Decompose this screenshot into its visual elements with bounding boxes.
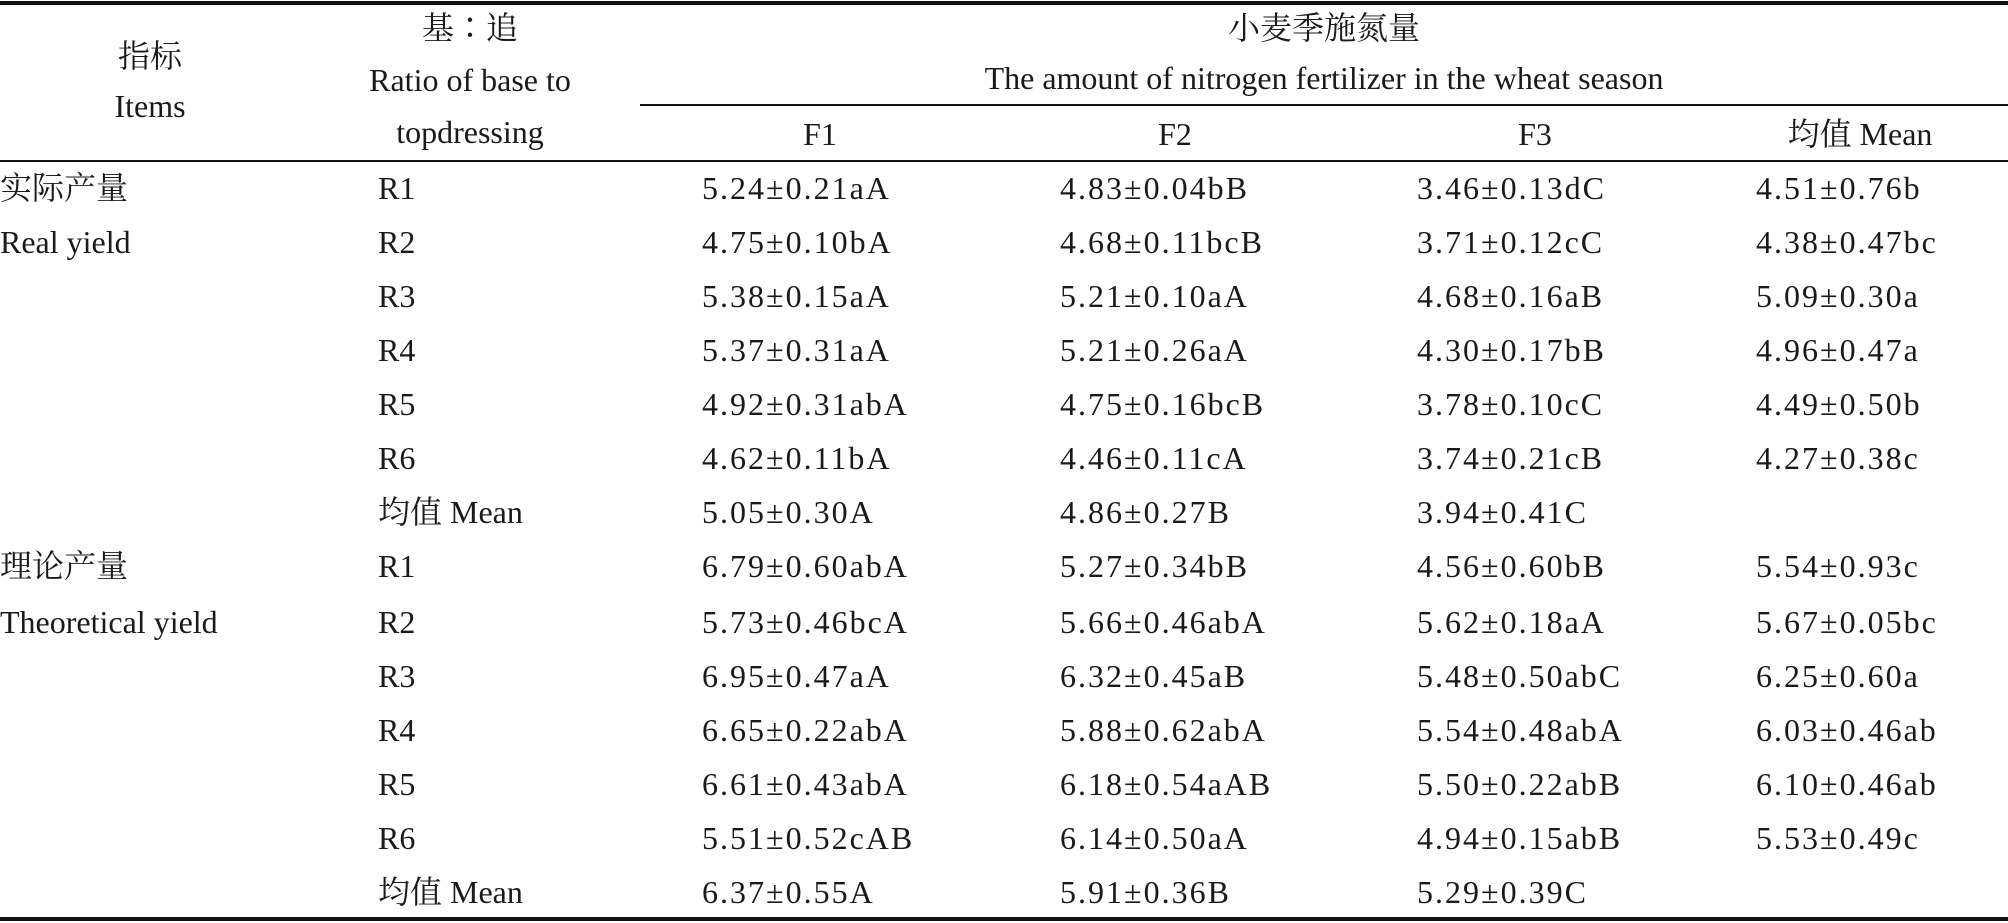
mean-cell: 4.96±0.47a xyxy=(1756,332,1920,368)
f3-cell: 5.29±0.39C xyxy=(1417,874,1588,910)
header-ratio-zh: 基∶追 xyxy=(421,10,518,46)
f1-cell: 5.24±0.21aA xyxy=(702,170,891,206)
f1-cell: 4.75±0.10bA xyxy=(702,224,893,260)
f3-cell: 4.56±0.60bB xyxy=(1417,548,1606,584)
header-rule xyxy=(0,160,2008,162)
f2-cell: 6.32±0.45aB xyxy=(1060,658,1248,694)
f1-cell: 4.92±0.31abA xyxy=(702,386,909,422)
f3-cell: 4.94±0.15abB xyxy=(1417,820,1623,856)
f2-cell: 5.91±0.36B xyxy=(1060,874,1231,910)
header-nitrogen-en: The amount of nitrogen fertilizer in the wheat season xyxy=(984,60,1664,96)
f2-cell: 5.66±0.46abA xyxy=(1060,604,1267,640)
header-items-zh: 指标 xyxy=(117,38,182,74)
mean-cell: 5.53±0.49c xyxy=(1756,820,1920,856)
f2-cell: 5.21±0.10aA xyxy=(1060,278,1249,314)
f3-cell: 4.30±0.17bB xyxy=(1417,332,1606,368)
mean-cell: 4.27±0.38c xyxy=(1756,440,1920,476)
mean-cell: 4.38±0.47bc xyxy=(1756,224,1938,260)
top-rule xyxy=(0,1,2008,5)
group-label-zh: 实际产量 xyxy=(0,170,129,206)
f1-cell: 5.73±0.46bcA xyxy=(702,604,909,640)
column-header-f1: F1 xyxy=(803,116,837,152)
ratio-cell: R5 xyxy=(378,766,416,802)
f3-cell: 5.62±0.18aA xyxy=(1417,604,1606,640)
f2-cell: 4.86±0.27B xyxy=(1060,494,1231,530)
f1-cell: 5.37±0.31aA xyxy=(702,332,891,368)
nitrogen-header-rule xyxy=(640,104,2008,106)
f1-cell: 6.65±0.22abA xyxy=(702,712,909,748)
f3-cell: 3.71±0.12cC xyxy=(1417,224,1605,260)
ratio-cell: 均值 Mean xyxy=(378,494,523,530)
f3-cell: 5.50±0.22abB xyxy=(1417,766,1623,802)
mean-cell: 6.10±0.46ab xyxy=(1756,766,1938,802)
group-label-en: Theoretical yield xyxy=(0,604,218,640)
ratio-cell: R4 xyxy=(378,712,416,748)
bottom-rule xyxy=(0,917,2008,921)
f1-cell: 6.37±0.55A xyxy=(702,874,875,910)
mean-cell: 5.67±0.05bc xyxy=(1756,604,1938,640)
f3-cell: 5.54±0.48abA xyxy=(1417,712,1624,748)
ratio-cell: R1 xyxy=(378,170,416,206)
f3-cell: 5.48±0.50abC xyxy=(1417,658,1623,694)
f3-cell: 4.68±0.16aB xyxy=(1417,278,1605,314)
mean-cell: 4.49±0.50b xyxy=(1756,386,1922,422)
header-nitrogen-zh: 小麦季施氮量 xyxy=(1227,10,1420,46)
f2-cell: 6.14±0.50aA xyxy=(1060,820,1249,856)
mean-cell: 6.03±0.46ab xyxy=(1756,712,1938,748)
header-ratio-en-line2: topdressing xyxy=(396,114,544,150)
ratio-cell: R6 xyxy=(378,440,416,476)
header-items-en: Items xyxy=(114,88,186,124)
f1-cell: 6.61±0.43abA xyxy=(702,766,909,802)
f3-cell: 3.74±0.21cB xyxy=(1417,440,1605,476)
f1-cell: 4.62±0.11bA xyxy=(702,440,892,476)
f2-cell: 6.18±0.54aAB xyxy=(1060,766,1273,802)
ratio-cell: R5 xyxy=(378,386,416,422)
ratio-cell: R2 xyxy=(378,604,416,640)
ratio-cell: R6 xyxy=(378,820,416,856)
mean-cell: 5.09±0.30a xyxy=(1756,278,1920,314)
mean-cell: 5.54±0.93c xyxy=(1756,548,1920,584)
ratio-cell: R1 xyxy=(378,548,416,584)
f1-cell: 6.95±0.47aA xyxy=(702,658,891,694)
f3-cell: 3.78±0.10cC xyxy=(1417,386,1605,422)
group-label-zh: 理论产量 xyxy=(0,548,129,584)
column-header-mean: 均值 Mean xyxy=(1787,116,1933,152)
column-header-f3: F3 xyxy=(1518,116,1552,152)
group-label-en: Real yield xyxy=(0,224,131,260)
f2-cell: 5.88±0.62abA xyxy=(1060,712,1267,748)
mean-cell: 4.51±0.76b xyxy=(1756,170,1922,206)
f1-cell: 6.79±0.60abA xyxy=(702,548,909,584)
f2-cell: 4.46±0.11cA xyxy=(1060,440,1248,476)
f2-cell: 5.21±0.26aA xyxy=(1060,332,1249,368)
f2-cell: 4.83±0.04bB xyxy=(1060,170,1249,206)
header-ratio-en-line1: Ratio of base to xyxy=(369,62,571,98)
f1-cell: 5.05±0.30A xyxy=(702,494,875,530)
ratio-cell: R4 xyxy=(378,332,416,368)
f3-cell: 3.46±0.13dC xyxy=(1417,170,1606,206)
f2-cell: 5.27±0.34bB xyxy=(1060,548,1249,584)
f1-cell: 5.51±0.52cAB xyxy=(702,820,915,856)
f2-cell: 4.75±0.16bcB xyxy=(1060,386,1266,422)
ratio-cell: R3 xyxy=(378,658,416,694)
f1-cell: 5.38±0.15aA xyxy=(702,278,891,314)
f3-cell: 3.94±0.41C xyxy=(1417,494,1588,530)
column-header-f2: F2 xyxy=(1158,116,1192,152)
mean-cell: 6.25±0.60a xyxy=(1756,658,1920,694)
ratio-cell: R3 xyxy=(378,278,416,314)
ratio-cell: 均值 Mean xyxy=(378,874,523,910)
f2-cell: 4.68±0.11bcB xyxy=(1060,224,1264,260)
ratio-cell: R2 xyxy=(378,224,416,260)
